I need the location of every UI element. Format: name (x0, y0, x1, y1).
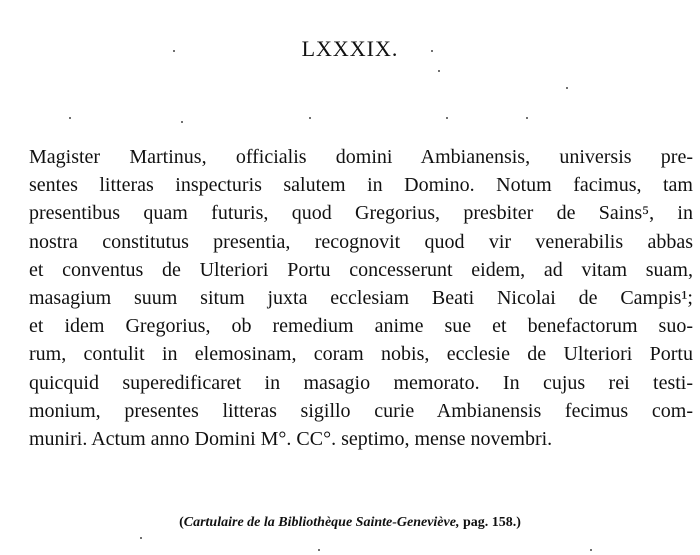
scan-speck (566, 87, 568, 89)
source-citation (0, 515, 700, 531)
scan-speck (181, 121, 183, 123)
text-line: masagium suum situm juxta ecclesiam Beati Nicolai de Campis¹; (29, 286, 693, 309)
scan-speck (590, 549, 592, 551)
scan-speck (69, 117, 71, 119)
text-line: muniri. Actum anno Domini M°. CC°. septimo, mense novembri. (29, 427, 553, 450)
text-line: quicquid superedificaret in masagio memorato. In cujus rei testi- (29, 371, 693, 394)
scan-speck (140, 537, 142, 539)
charter-number-heading: LXXXIX. (301, 36, 399, 61)
text-line: et idem Gregorius, ob remedium anime sue et benefactorum suo- (29, 315, 693, 338)
source-title: Cartulaire de la Bibliothèque Sainte-Geneviève, (183, 515, 460, 530)
source-open-paren: ( (179, 515, 184, 530)
text-line: nostra constitutus presentia, recognovit quod vir venerabilis abbas (29, 230, 693, 253)
scan-speck (431, 50, 433, 52)
text-line: presentibus quam futuris, quod Gregorius, presbiter de Sains⁵, in (29, 202, 693, 225)
text-line: monium, presentes litteras sigillo curie Ambianensis fecimus com- (29, 399, 693, 422)
scan-speck (173, 50, 175, 52)
text-line: et conventus de Ulteriori Portu concesserunt eidem, ad vitam suam, (29, 258, 693, 281)
scan-speck (526, 117, 528, 119)
text-line: Magister Martinus, officialis domini Ambianensis, universis pre- (29, 146, 693, 168)
scan-speck (309, 117, 311, 119)
charter-text (29, 143, 693, 453)
source-page: pag. 158.) (459, 515, 521, 530)
text-line: sentes litteras inspecturis salutem in Domino. Notum facimus, tam (29, 174, 693, 197)
scan-speck (446, 117, 448, 119)
scan-speck (318, 549, 320, 551)
scan-speck (438, 70, 440, 72)
text-line: rum, contulit in elemosinam, coram nobis, ecclesie de Ulteriori Portu (29, 343, 693, 366)
